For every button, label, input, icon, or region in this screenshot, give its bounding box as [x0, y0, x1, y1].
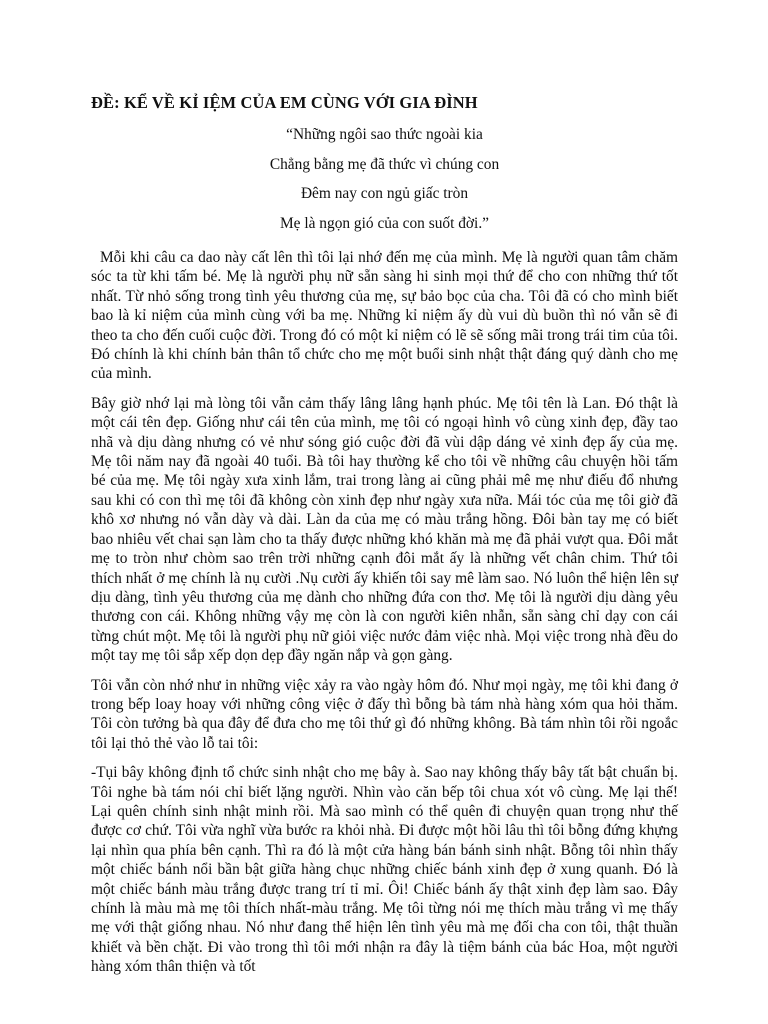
body-paragraph: Mỗi khi câu ca dao này cất lên thì tôi lại nhớ đến mẹ của mình. Mẹ là người quan tâm chăm sóc ta từ khi tấm bé. Mẹ là người phụ nữ sẵn sàng hi sinh mọi thứ để cho con những thứ tốt nhất. Từ nhỏ sống trong tình yêu thương của mẹ, sự bảo bọc của cha. Tôi đã có cho mình biết bao là kỉ niệm của mình cùng với ba mẹ. Những kỉ niệm ấy dù vui dù buồn thì nó vẫn sẽ đi theo ta cho đến cuối cuộc đời. Trong đó có một kỉ niệm có lẽ sẽ sống mãi trong trái tim của tôi. Đó chính là khi chính bản thân tổ chức cho mẹ một buổi sinh nhật thật đáng quý dành cho mẹ của mình.	[91, 249, 678, 383]
poem-line: Chẳng bằng mẹ đã thức vì chúng con	[269, 155, 500, 173]
poem-block	[91, 120, 678, 238]
body-paragraph: Tôi vẫn còn nhớ như in những việc xảy ra vào ngày hôm đó. Như mọi ngày, mẹ tôi khi đang ở trong bếp loay hoay với những công việc ở đấy thì bỗng bà tám nhà hàng xóm qua hỏi thăm. Tôi còn tưởng bà qua đây để đưa cho mẹ tôi thứ gì đó những không. Bà tám nhìn tôi rồi ngoắc tôi lại thỏ thẻ vào lỗ tai tôi:	[91, 676, 678, 752]
poem-line: Đêm nay con ngủ giấc tròn	[300, 185, 469, 202]
body-paragraph: Bây giờ nhớ lại mà lòng tôi vẫn cảm thấy lâng lâng hạnh phúc. Mẹ tôi tên là Lan. Đó thật là một cái tên đẹp. Giống như cái tên của mình, mẹ tôi có ngoại hình vô cùng xinh đẹp, đầy tao nhã và dịu dàng nhưng có vẻ như sóng gió cuộc đời đã vùi dập dáng vẻ xinh đẹp ấy của mẹ. Mẹ tôi năm nay đã ngoài 40 tuổi. Bà tôi hay thường kể cho tôi về những câu chuyện hồi tấm bé của mẹ. Mẹ tôi ngày xưa xinh lắm, trai trong làng ai cũng phải mê mẹ như điếu đổ nhưng sau khi có con thì mẹ tôi đã không còn xinh đẹp như ngày xưa nữa. Mái tóc của mẹ tôi giờ đã khô xơ nhưng nó vẫn dày và dài. Làn da của mẹ có màu trắng hồng. Đôi bàn tay mẹ có biết bao nhiêu vết chai sạn làm cho ta thấy được những khó khăn mà mẹ đã phải vượt qua. Đôi mắt mẹ to tròn như chòm sao trên trời những cạnh đôi mắt ấy là những vết chân chim. Thứ tôi thích nhất ở mẹ chính là nụ cười .Nụ cười ấy khiến tôi say mê làm sao. Nó luôn thể hiện lên sự dịu dàng, tình yêu thương của mẹ dành cho những đứa con thơ. Mẹ tôi là người dịu dàng yêu thương con cái. Không những vậy mẹ còn là con người kiên nhẫn, sẵn sàng chỉ dạy con cái từng chút một. Mẹ tôi là người phụ nữ giỏi việc nước đảm việc nhà. Mọi việc trong nhà đều do một tay mẹ tôi sắp xếp dọn dẹp đầy ngăn nắp và gọn gàng.	[91, 394, 678, 665]
body-paragraph: -Tụi bây không định tổ chức sinh nhật cho mẹ bây à. Sao nay không thấy bây tất bật chuẩn bị. Tôi nghe bà tám nói chỉ biết lặng người. Nhìn vào căn bếp tôi chua xót vô cùng. Mẹ lại thế! Lại quên chính sinh nhật minh rồi. Mà sao mình có thể quên đi chuyện quan trọng như thế được cơ chứ. Tôi vừa nghĩ vừa bước ra khỏi nhà. Đi được một hồi lâu thì tôi bỗng đứng khựng lại nhìn qua phía bên cạnh. Thì ra đó là một cửa hàng bán bánh sinh nhật. Bỗng tôi nhìn thấy một chiếc bánh nổi bần bật giữa hàng chục những chiếc bánh xinh đẹp ở xung quanh. Đó là một chiếc bánh màu trắng được trang trí tỉ mỉ. Ôi! Chiếc bánh ấy thật xinh đẹp làm sao. Đây chính là màu mà mẹ tôi thích nhất-màu trắng. Mẹ tôi từng nói mẹ thích màu trắng vì mẹ thấy mẹ với thật giống nhau. Nó như đang thể hiện lên tình yêu mà mẹ đối cha con tôi, thật thuần khiết và bền chặt. Đi vào trong thì tôi mới nhận ra đây là tiệm bánh của bác Hoa, một người hàng xóm thân thiện và tốt	[91, 764, 678, 976]
poem-line: “Những ngôi sao thức ngoài kia	[286, 126, 483, 143]
document-title: ĐỀ: KỂ VỀ KỈ IỆM CỦA EM CÙNG VỚI GIA ĐÌNH	[91, 93, 478, 112]
document-page	[91, 92, 678, 987]
poem-line: Mẹ là ngọn gió của con suốt đời.”	[279, 214, 490, 232]
